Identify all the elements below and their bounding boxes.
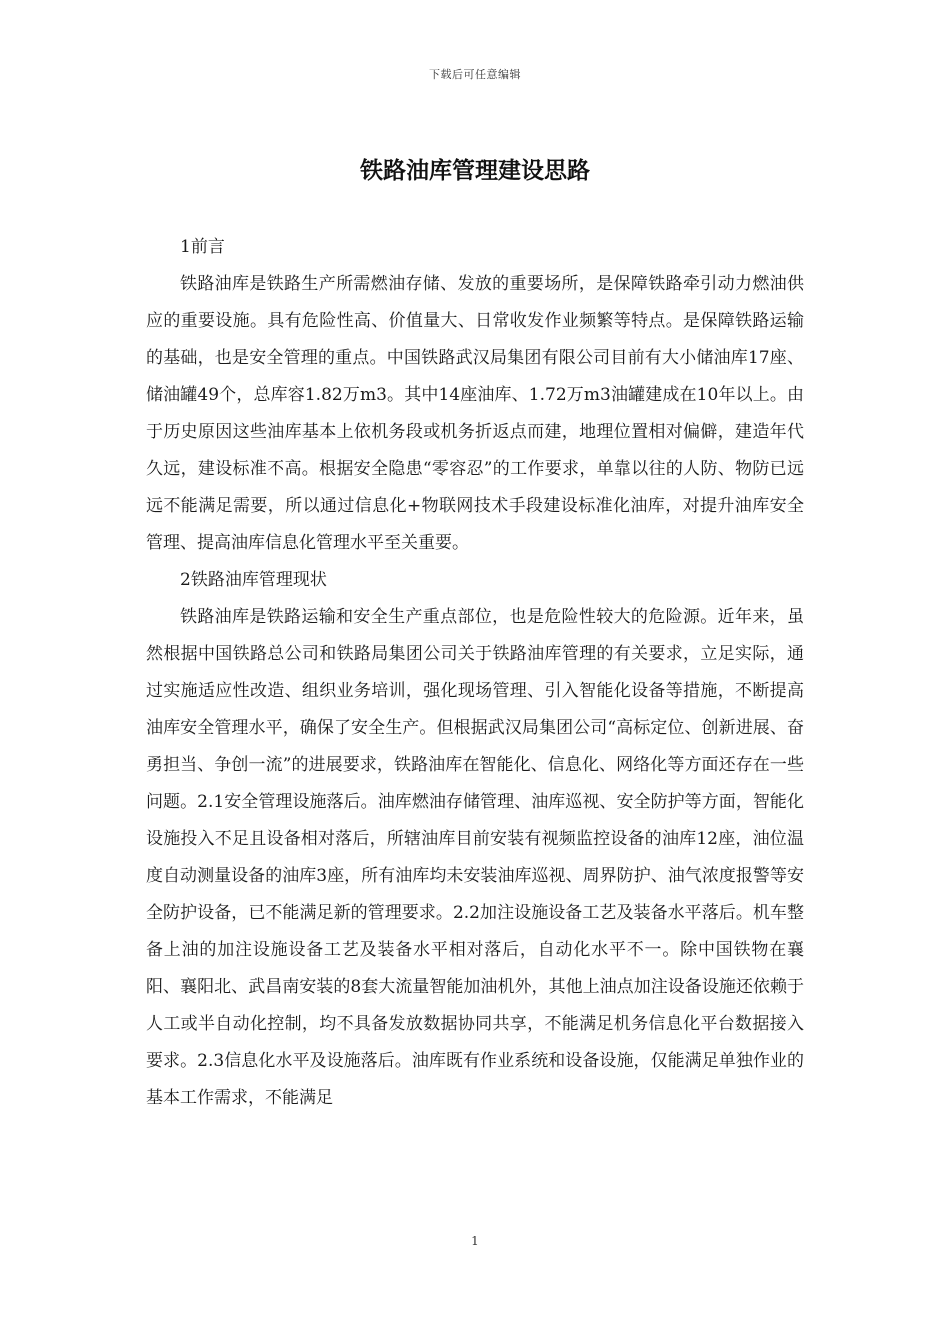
paragraph-preface: 铁路油库是铁路生产所需燃油存储、发放的重要场所，是保障铁路牵引动力燃油供应的重要设施。具有危险性高、价值量大、日常收发作业频繁等特点。是保障铁路运输的基础，也是安全管理的重点。中国铁路武汉局集团有限公司目前有大小储油库17座、储油罐49个，总库容1.82万m3。其中14座油库、1.72万m3油罐建成在10年以上。由于历史原因这些油库基本上依机务段或机务折返点而建，地理位置相对偏僻，建造年代久远，建设标准不高。根据安全隐患“零容忍”的工作要求，单靠以往的人防、物防已远远不能满足需要，所以通过信息化+物联网技术手段建设标准化油库，对提升油库安全管理、提高油库信息化管理水平至关重要。	[146, 274, 804, 553]
header-note: 下载后可任意编辑	[429, 68, 521, 81]
document-title: 铁路油库管理建设思路	[360, 158, 590, 184]
section-heading-status: 2铁路油库管理现状	[180, 570, 327, 590]
page-number: 1	[471, 1234, 479, 1248]
paragraph-status: 铁路油库是铁路运输和安全生产重点部位，也是危险性较大的危险源。近年来，虽然根据中国铁路总公司和铁路局集团公司关于铁路油库管理的有关要求，立足实际，通过实施适应性改造、组织业务培训，强化现场管理、引入智能化设备等措施，不断提高油库安全管理水平，确保了安全生产。但根据武汉局集团公司“高标定位、创新进展、奋勇担当、争创一流”的进展要求，铁路油库在智能化、信息化、网络化等方面还存在一些问题。2.1安全管理设施落后。油库燃油存储管理、油库巡视、安全防护等方面，智能化设施投入不足且设备相对落后，所辖油库目前安装有视频监控设备的油库12座，油位温度自动测量设备的油库3座，所有油库均未安装油库巡视、周界防护、油气浓度报警等安全防护设备，已不能满足新的管理要求。2.2加注设施设备工艺及装备水平落后。机车整备上油的加注设施设备工艺及装备水平相对落后，自动化水平不一。除中国铁物在襄阳、襄阳北、武昌南安装的8套大流量智能加油机外，其他上油点加注设备设施还依赖于人工或半自动化控制，均不具备发放数据协同共享，不能满足机务信息化平台数据接入要求。2.3信息化水平及设施落后。油库既有作业系统和设备设施，仅能满足单独作业的基本工作需求，不能满足	[146, 607, 804, 1108]
section-heading-preface: 1前言	[180, 237, 225, 257]
document-body	[146, 229, 804, 1117]
